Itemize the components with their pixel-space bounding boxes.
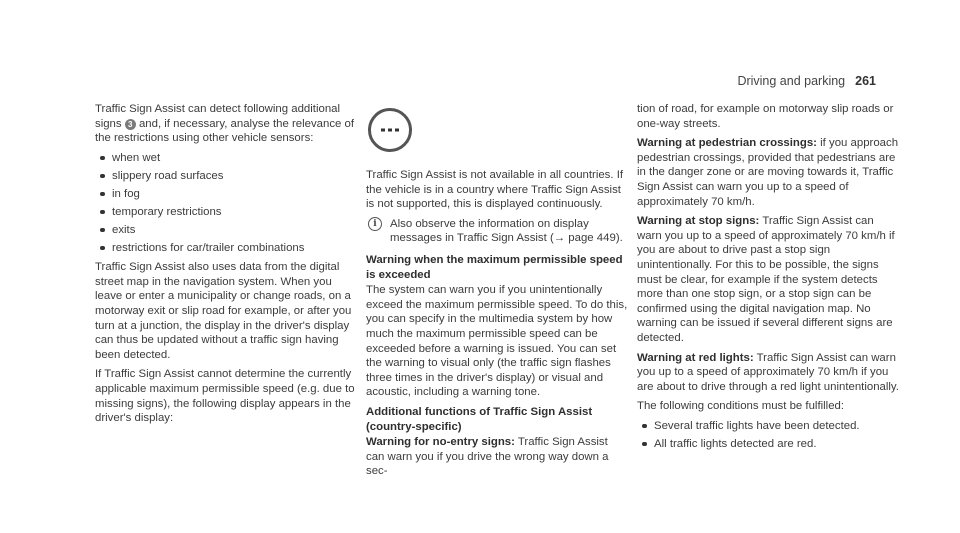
availability-paragraph: Traffic Sign Assist is not available in all countries. If the vehicle is in a country where Traffic Sign Assist is not supported, this is displayed continuously. bbox=[366, 169, 624, 211]
list-item: Several traffic lights have been detected. bbox=[637, 419, 899, 434]
intro-text-a: Traffic Sign Assist can detect following additional signs bbox=[95, 103, 341, 130]
intro-text-b: and, if necessary, analyse the relevance of the restrictions using other vehicle sensors: bbox=[95, 117, 355, 145]
red-light-paragraph bbox=[637, 351, 899, 395]
column-middle bbox=[366, 102, 628, 484]
pedestrian-text: if you approach pedestrian crossings, provided that pedestrians are in the danger zone or are moving towards it, Traffic Sign Assist can warn you up to a speed of approximately 70 km/h. bbox=[637, 137, 899, 208]
undetermined-speed-paragraph: If Traffic Sign Assist cannot determine the currently applicable maximum permissible speed (e.g. due to missing signs), the following display appears in the driver's display: bbox=[95, 368, 355, 425]
stop-sign-heading: Warning at stop signs: bbox=[637, 215, 760, 228]
column-left bbox=[95, 102, 357, 431]
no-entry-text: Traffic Sign Assist can warn you if you drive the wrong way down a sec- bbox=[366, 436, 609, 478]
page-header bbox=[737, 74, 876, 88]
list-item: All traffic lights detected are red. bbox=[637, 437, 899, 452]
red-light-conditions-list bbox=[637, 419, 899, 452]
additional-functions-heading: Additional functions of Traffic Sign Assist (country-specific) bbox=[366, 405, 593, 433]
red-light-heading: Warning at red lights: bbox=[637, 351, 754, 364]
continued-paragraph: tion of road, for example on motorway slip roads or one-way streets. bbox=[637, 103, 894, 130]
stop-sign-paragraph bbox=[637, 214, 899, 345]
digital-map-paragraph: Traffic Sign Assist also uses data from the digital street map in the navigation system. When you leave or enter a municipality or change roads, on a motorway exit or slip road for example, or after you turn at a junction, the display in the driver's display can thus be updated without a traffic sign having been detected. bbox=[95, 261, 352, 361]
stop-sign-text: Traffic Sign Assist can warn you up to a speed of approximately 70 km/h if you are about to drive past a stop sign unintentionally. For this to be possible, the signs must be clear, for example if the system detects more than one stop sign, or a stop sign can be confirmed using the digital navigation map. No warning can be issued if several different signs are detected. bbox=[637, 215, 895, 344]
column-right bbox=[637, 102, 899, 456]
info-icon: i bbox=[368, 217, 382, 231]
red-light-text: Traffic Sign Assist can warn you up to a speed of approximately 70 km/h if you are about to drive through a red light unintentionally. bbox=[637, 351, 899, 393]
callout-number-icon: 3 bbox=[125, 119, 136, 130]
list-item: slippery road surfaces bbox=[95, 169, 357, 184]
speed-limit-unknown-sign-icon bbox=[368, 108, 412, 152]
note-block bbox=[366, 217, 628, 246]
speed-warning-heading: Warning when the maximum permissible speed is exceeded bbox=[366, 253, 623, 281]
list-item: restrictions for car/trailer combinations bbox=[95, 241, 357, 256]
no-entry-paragraph bbox=[366, 435, 628, 479]
note-text: Also observe the information on display messages in Traffic Sign Assist (→ page 449). bbox=[390, 217, 623, 245]
conditions-intro: The following conditions must be fulfilled: bbox=[637, 400, 845, 413]
page-number: 261 bbox=[855, 74, 876, 88]
intro-paragraph bbox=[95, 102, 357, 146]
section-title: Driving and parking bbox=[737, 74, 846, 88]
list-item: temporary restrictions bbox=[95, 205, 357, 220]
speed-warning-paragraph: The system can warn you if you unintentionally exceed the maximum permissible speed. To do this, you can specify in the multimedia system by how much the maximum permissible speed can be exceeded before a warning is issued. You can set the warning to visual only (the traffic sign flashes three times in the driver's display) or visual and acoustic, including a warning tone. bbox=[366, 284, 628, 399]
list-item: when wet bbox=[95, 151, 357, 166]
sign-figure bbox=[366, 108, 628, 168]
list-item: exits bbox=[95, 223, 357, 238]
pedestrian-heading: Warning at pedestrian crossings: bbox=[637, 137, 817, 150]
no-entry-heading: Warning for no-entry signs: bbox=[366, 436, 515, 449]
list-item: in fog bbox=[95, 187, 357, 202]
sensor-conditions-list bbox=[95, 151, 357, 256]
pedestrian-paragraph bbox=[637, 136, 899, 209]
